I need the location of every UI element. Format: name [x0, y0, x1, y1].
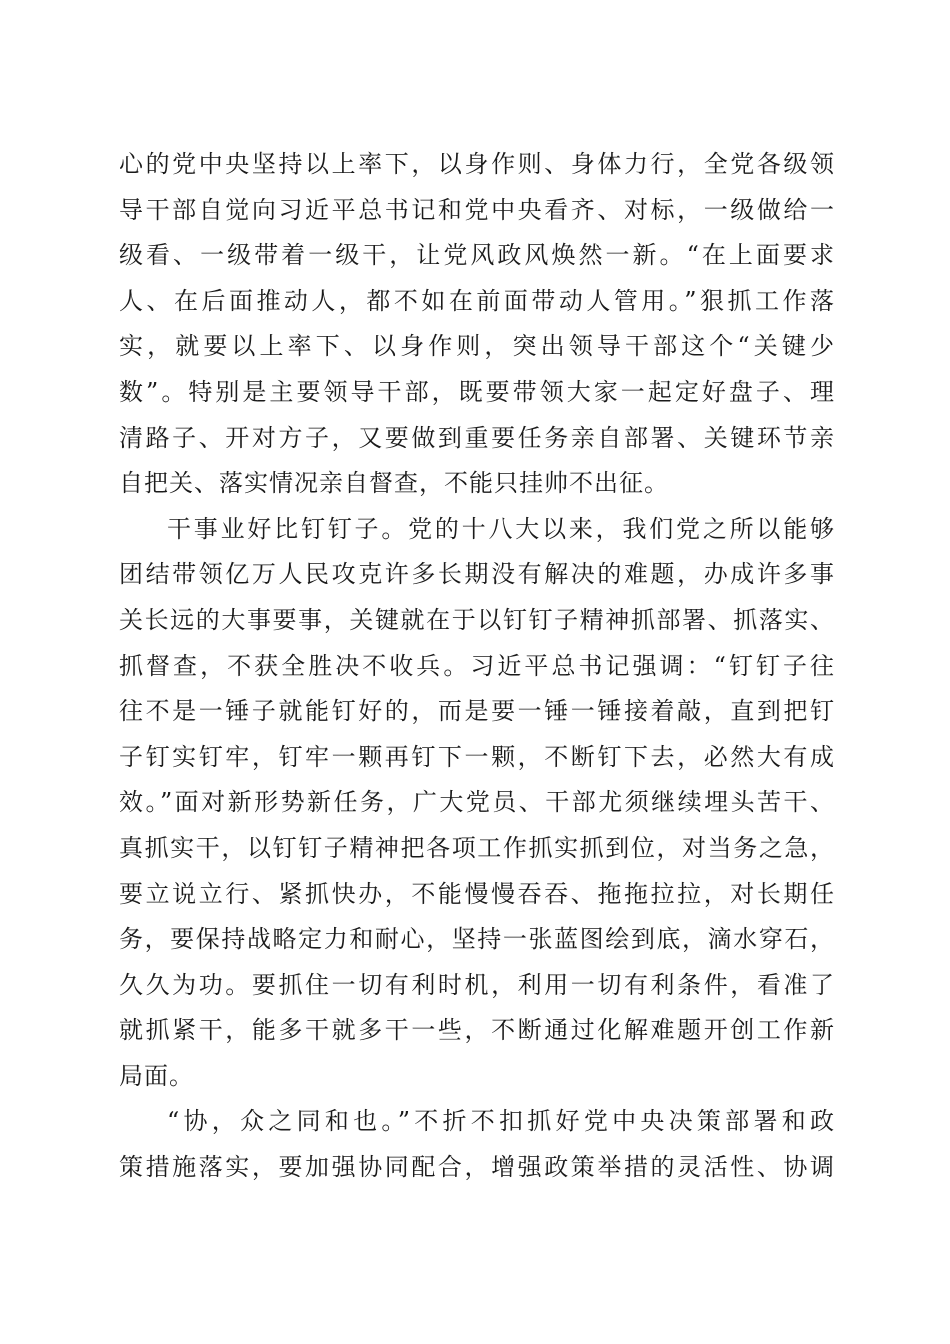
text-line: 抓督查，不获全胜决不收兵。习近平总书记强调：“钉钉子往 [119, 651, 835, 680]
text-line: 往不是一锤子就能钉好的，而是要一锤一锤接着敲，直到把钉 [119, 697, 835, 726]
text-line: 效。”面对新形势新任务，广大党员、干部尤须继续埋头苦干、 [119, 788, 835, 817]
paragraph-1 [119, 142, 835, 507]
text-line: 导干部自觉向习近平总书记和党中央看齐、对标，一级做给一 [119, 195, 835, 224]
text-line: 就抓紧干，能多干就多干一些，不断通过化解难题开创工作新 [119, 1016, 835, 1045]
text-line: 数”。特别是主要领导干部，既要带领大家一起定好盘子、理 [119, 377, 835, 406]
text-line: 清路子、开对方子，又要做到重要任务亲自部署、关键环节亲 [119, 423, 835, 452]
text-line: 心的党中央坚持以上率下，以身作则、身体力行，全党各级领 [119, 150, 835, 178]
text-line: “协，众之同和也。”不折不扣抓好党中央决策部署和政 [167, 1107, 835, 1136]
text-line: 局面。 [119, 1061, 194, 1090]
document-body [119, 142, 835, 1191]
text-line: 实，就要以上率下、以身作则，突出领导干部这个“关键少 [119, 332, 835, 361]
text-line: 务，要保持战略定力和耐心，坚持一张蓝图绘到底，滴水穿石， [119, 925, 835, 954]
text-line: 真抓实干，以钉钉子精神把各项工作抓实抓到位，对当务之急， [119, 833, 835, 862]
text-line: 自把关、落实情况亲自督查，不能只挂帅不出征。 [119, 469, 669, 498]
paragraph-2 [119, 507, 835, 1100]
paragraph-3 [119, 1099, 835, 1190]
text-line: 子钉实钉牢，钉牢一颗再钉下一颗，不断钉下去，必然大有成 [119, 742, 835, 771]
text-line: 要立说立行、紧抓快办，不能慢慢吞吞、拖拖拉拉，对长期任 [119, 879, 835, 908]
text-line: 团结带领亿万人民攻克许多长期没有解决的难题，办成许多事 [119, 560, 835, 589]
text-line: 级看、一级带着一级干，让党风政风焕然一新。“在上面要求 [119, 241, 835, 270]
text-line: 久久为功。要抓住一切有利时机，利用一切有利条件，看准了 [119, 970, 835, 999]
text-line: 策措施落实，要加强协同配合，增强政策举措的灵活性、协调 [119, 1153, 835, 1182]
text-line: 关长远的大事要事，关键就在于以钉钉子精神抓部署、抓落实、 [119, 605, 835, 634]
text-line: 干事业好比钉钉子。党的十八大以来，我们党之所以能够 [167, 514, 835, 543]
text-line: 人、在后面推动人，都不如在前面带动人管用。”狠抓工作落 [119, 286, 835, 315]
